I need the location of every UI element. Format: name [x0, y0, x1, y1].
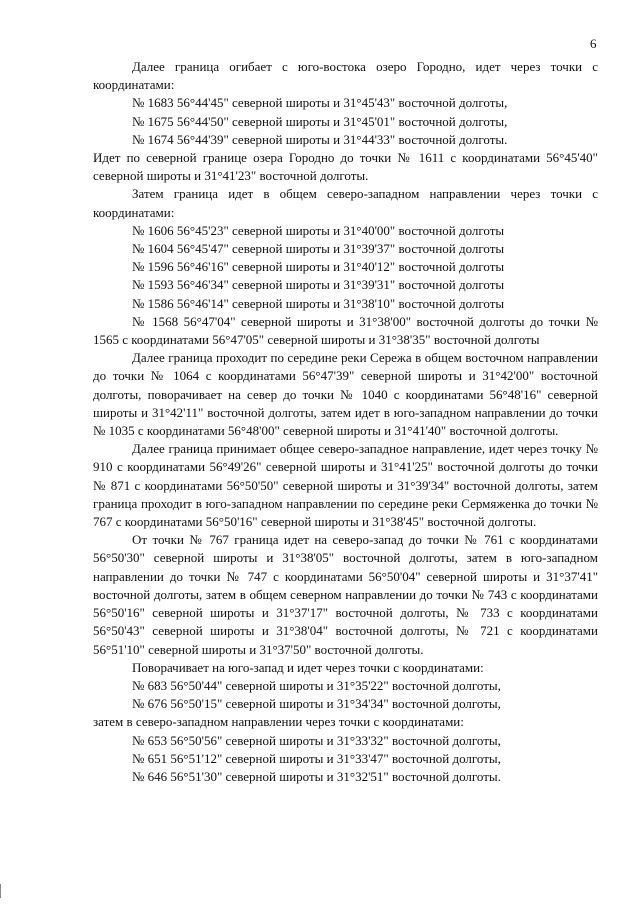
coordinate-line: № 676 56°50'15" северной широты и 31°34'34" восточной долготы, — [132, 696, 501, 712]
coordinate-line: № 1683 56°44'45" северной широты и 31°45'43" восточной долготы, — [132, 95, 508, 111]
paragraph: № 1568 56°47'04" северной широты и 31°38'00" восточной долготы до точки № 1565 с координатами 56°47'05" северной широты и 31°38'35" восточной долготы — [93, 313, 598, 348]
paragraph: Затем граница идет в общем северо-западном направлении через точки с координатами: — [93, 186, 598, 220]
coordinate-line: № 1593 56°46'34" северной широты и 31°39'31" восточной долготы — [132, 277, 505, 293]
coordinate-line: № 646 56°51'30" северной широты и 31°32'51" восточной долготы. — [132, 768, 501, 784]
coordinate-line: № 653 56°50'56" северной широты и 31°33'32" восточной долготы, — [132, 732, 501, 748]
coordinate-line: № 683 56°50'44" северной широты и 31°35'22" восточной долготы, — [132, 677, 501, 693]
paragraph: затем в северо-западном направлении через точки с координатами: — [93, 714, 464, 730]
paragraph: От точки № 767 граница идет на северо-запад до точки № 761 с координатами 56°50'30" северной широты и 31°38'05" восточной долготы, затем в юго-западном направлении до точки № 747 с координатами 56°50'04" северной широты и 31°37'41" восточной долготы, затем в общем северном направлении до точки № 743 с координатами 56°50'16" северной широты и 31°37'17" восточной долготы, № 733 с координатами 56°50'43" северной широты и 31°38'04" восточной долготы, № 721 с координатами 56°51'10" северной широты и 31°37'50" восточной долготы. — [93, 532, 598, 657]
paragraph: Далее граница проходит по середине реки Сережа в общем восточном направлении до точки № 1064 с координатами 56°47'39" северной широты и 31°42'00" восточной долготы, поворачивает на север до точки № 1040 с координатами 56°48'16" северной широты и 31°42'11" восточной долготы, затем идет в юго-западном направлении до точки № 1035 с координатами 56°48'00" северной широты и 31°41'40" восточной долготы. — [93, 350, 598, 439]
coordinate-line: № 1604 56°45'47" северной широты и 31°39'37" восточной долготы — [132, 241, 505, 257]
scan-edge-mark — [0, 884, 4, 898]
paragraph: Далее граница принимает общее северо-западное направление, идет через точку № 910 с координатами 56°49'26" северной широты и 31°41'25" восточной долготы до точки № 871 с координатами 56°50'50" северной широты и 31°39'34" восточной долготы, затем граница проходит в юго-западном направлении по середине реки Сермяженка до точки № 767 с координатами 56°50'16" северной широты и 31°38'45" восточной долготы. — [93, 441, 598, 530]
coordinate-line: № 1675 56°44'50" северной широты и 31°45'01" восточной долготы, — [132, 113, 508, 129]
document-body — [93, 58, 598, 786]
paragraph: Далее граница огибает с юго-востока озеро Городно, идет через точки с координатами: — [93, 59, 598, 93]
paragraph: Идет по северной границе озера Городно до точки № 1611 с координатами 56°45'40" северной широты и 31°41'23" восточной долготы. — [93, 150, 598, 184]
coordinate-line: № 1606 56°45'23" северной широты и 31°40'00" восточной долготы — [132, 222, 505, 238]
page-number: 6 — [590, 36, 597, 51]
coordinate-line: № 1596 56°46'16" северной широты и 31°40'12" восточной долготы — [132, 259, 505, 275]
coordinate-line: № 1586 56°46'14" северной широты и 31°38'10" восточной долготы — [132, 295, 505, 311]
paragraph: Поворачивает на юго-запад и идет через точки с координатами: — [132, 659, 484, 675]
coordinate-line: № 651 56°51'12" северной широты и 31°33'47" восточной долготы, — [132, 750, 501, 766]
coordinate-line: № 1674 56°44'39" северной широты и 31°44'33" восточной долготы. — [132, 131, 508, 147]
